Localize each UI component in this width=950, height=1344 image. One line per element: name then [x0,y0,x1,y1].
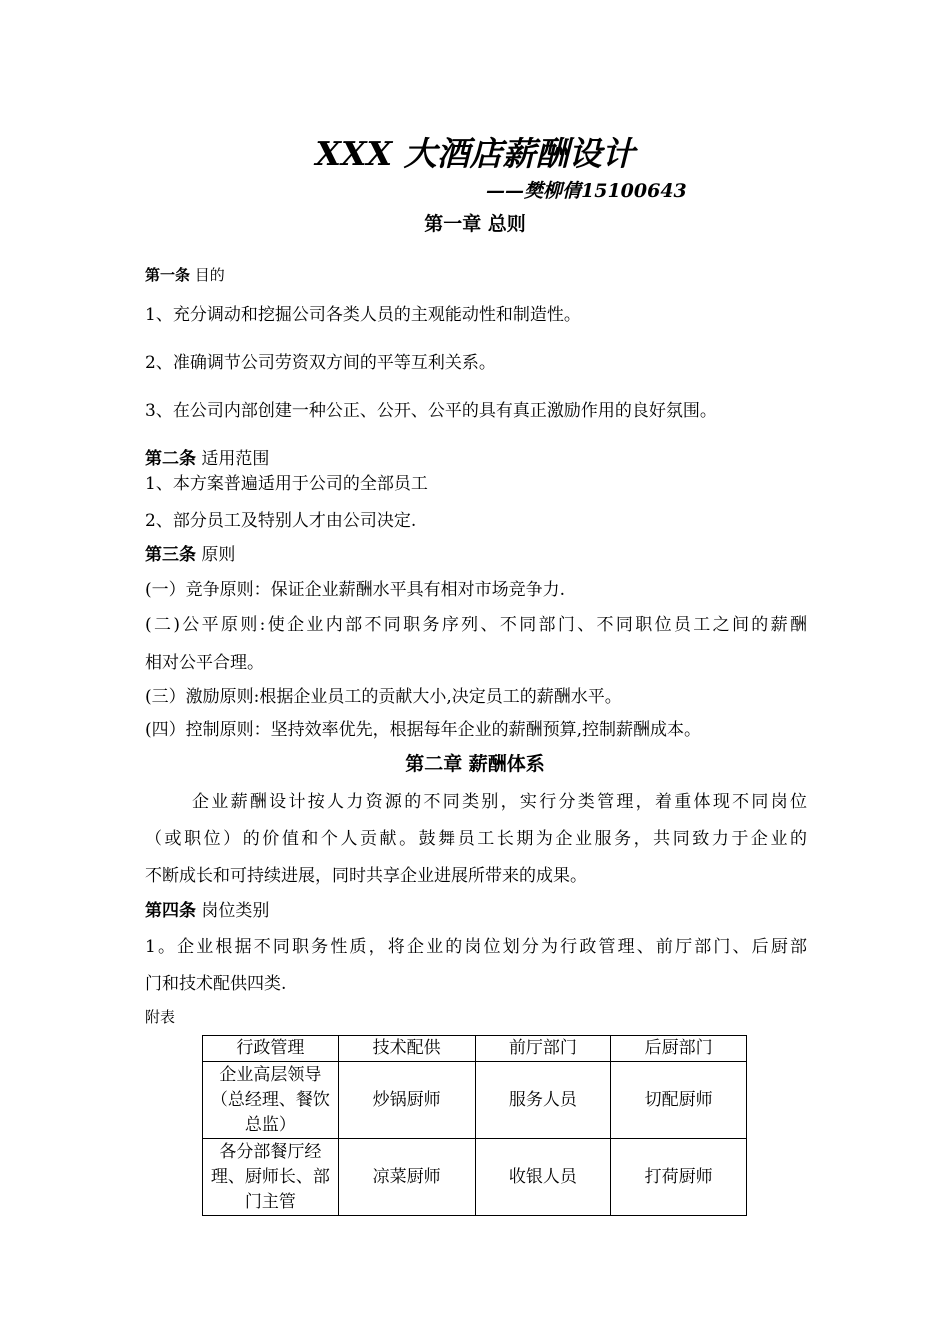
document-title: XXX 大酒店薪酬设计 [315,134,635,173]
article-1-item-2: 2、准确调节公司劳资双方间的平等互利关系。 [145,353,496,373]
table-cell: 炒锅厨师 [338,1062,475,1139]
article-2-heading [145,444,269,469]
article-4-number: 第四条 [145,901,196,921]
article-4-item-1-cont: 门和技术配供四类. [145,974,287,994]
table-row [203,1139,747,1216]
table-header-row [203,1036,747,1062]
article-3-item-2: (二)公平原则:使企业内部不同职务序列、不同部门、不同职位员工之间的薪酬 [145,615,807,635]
table-header-cell: 行政管理 [203,1036,339,1062]
article-2-item-2: 2、部分员工及特别人才由公司决定. [145,511,417,531]
article-4-item-1: 1。企业根据不同职务性质，将企业的岗位划分为行政管理、前厅部门、后厨部 [145,937,807,957]
table-cell: 打荷厨师 [611,1139,747,1216]
table-header-cell: 前厅部门 [475,1036,611,1062]
intro-line-3: 不断成长和可持续进展，同时共享企业进展所带来的成果。 [145,866,587,886]
article-3-item-2-cont: 相对公平合理。 [145,653,264,673]
table-header-cell: 技术配供 [338,1036,475,1062]
table-cell: 各分部餐厅经理、厨师长、部门主管 [203,1139,339,1216]
article-1-number: 第一条 [145,266,191,284]
chapter-1-heading: 第一章 总则 [424,213,526,235]
article-1-item-1: 1、充分调动和挖掘公司各类人员的主观能动性和制造性。 [145,305,581,325]
table-cell: 切配厨师 [611,1062,747,1139]
article-1-label: 目的 [190,266,225,284]
table-header-cell: 后厨部门 [611,1036,747,1062]
table-row [203,1062,747,1139]
article-3-heading [145,540,235,565]
appendix-label: 附表 [145,1008,176,1026]
intro-line-1: 企业薪酬设计按人力资源的不同类别，实行分类管理，着重体现不同岗位 [192,792,807,812]
chapter-2-heading: 第二章 薪酬体系 [405,753,545,775]
article-3-item-4: (四）控制原则：坚持效率优先，根据每年企业的薪酬预算,控制薪酬成本。 [145,720,702,740]
author-byline: ——樊柳倩15100643 [486,180,687,202]
position-category-table [202,1035,747,1216]
article-3-item-3: (三）激励原则:根据企业员工的贡献大小,决定员工的薪酬水平。 [145,687,622,707]
article-2-item-1: 1、本方案普遍适用于公司的全部员工 [145,474,428,494]
table-cell: 凉菜厨师 [338,1139,475,1216]
table-cell: 服务人员 [475,1062,611,1139]
article-3-label: 原则 [196,545,236,565]
article-2-label: 适用范围 [196,449,270,469]
table-cell: 收银人员 [475,1139,611,1216]
article-4-label: 岗位类别 [196,901,270,921]
intro-line-2: （或职位）的价值和个人贡献。鼓舞员工长期为企业服务，共同致力于企业的 [145,829,807,849]
table-cell: 企业高层领导（总经理、餐饮总监） [203,1062,339,1139]
article-4-heading [145,896,269,921]
article-3-item-1: (一）竞争原则：保证企业薪酬水平具有相对市场竞争力. [145,580,566,600]
article-1-item-3: 3、在公司内部创建一种公正、公开、公平的具有真正激励作用的良好氛围。 [145,401,717,421]
article-2-number: 第二条 [145,449,196,469]
article-1-heading [145,264,225,285]
article-3-number: 第三条 [145,545,196,565]
